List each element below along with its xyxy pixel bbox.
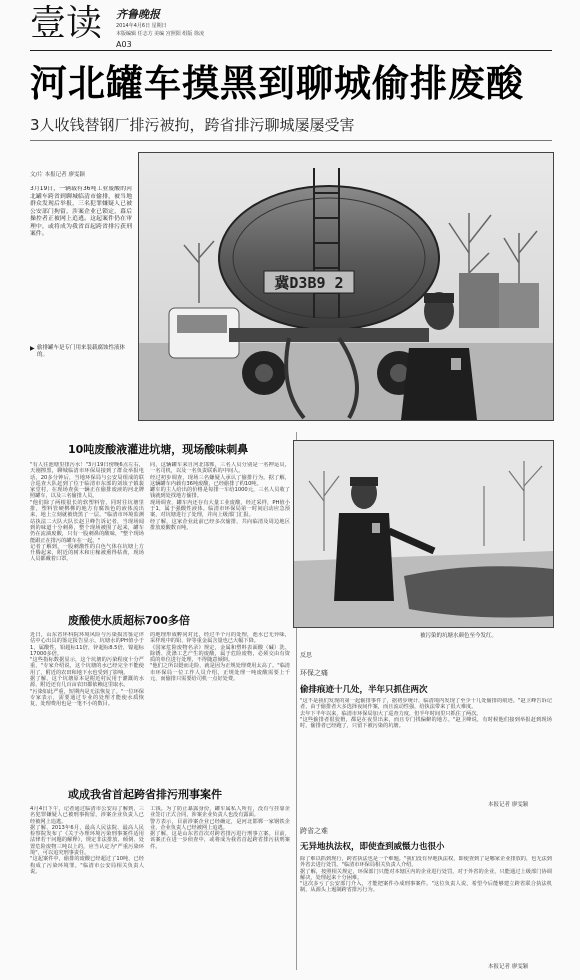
headline-rule (30, 140, 552, 141)
tanker-truck-photo (138, 152, 554, 421)
date-line: 2014年4月6日 星期日 (116, 23, 167, 29)
paper-name: 齐鲁晚报 (116, 8, 160, 21)
police-at-pond-illustration (294, 441, 553, 627)
right-body1: "这不是我们发现的第一起偷排事件了，据初步统计，临清境内发现了至少十几处偷排的痕迹。"赵卫峰告诉记者，由于偷排者大多选择夜间作案，而且流动性强，给执法带来了很大难度。 去年下半年以来，临清市环保局加大了巡查力度，但半年时间里只抓住了两次。 "这些偷排者很狡猾，都是在夜里出来，而且专门找偏僻的地方。"赵卫峰说，有时候他们接到举报赶到现场时，偷排者已经跑了，只留下被污染的坑塘。 (300, 698, 552, 730)
right-title1: 偷排痕迹十几处，半年只抓住两次 (300, 685, 428, 695)
right-title2: 无异地执法权，即使查到威慑力也很小 (300, 842, 445, 852)
kicker2: 跨省之难 (300, 827, 328, 835)
kicker1: 环保之痛 (300, 669, 328, 677)
section3-col1: 4月4日下午，记者通过临清市公安局了解到，三名犯罪嫌疑人已被刑事拘留，涉案企业负责人已经被网上追逃。 据了解，2013年6月，最高人民法院、最高人民检察院发布了《关于办理环境污染刑事案件适用法律若干问题的解释》，规定非法排放、倾倒、处置危险废物三吨以上的，应当认定为"严重污染环境"，可以追究刑事责任。 "这起案件中，偷排的废酸已经超过了10吨，已经构成了污染环境罪。"临清市公安局相关负责人说。 (30, 806, 144, 875)
section2-col1: 近日，山东省环科院环境风险与污染损害鉴定评估中心出具的鉴定报告显示，坑塘水的PH值小于1，属酸性，铅超标11倍，锌超标8.5倍，镍超标17000多倍。 "这些指标数据显示，这个坑塘的污染程度十分严重，"专家介绍说，这个坑塘的水已经完全不能使用了，附近的农田和地下水也受到了影响。 据了解，这个坑塘原本是附近村民用于灌溉的水源，附近还有几百亩农田都依赖这里取水。 "污染如此严重，短期内是无法恢复了。"一位环保专家表示，需要通过专业的处理才能使水质恢复，处理费用也是一笔不小的数目。 (30, 632, 144, 708)
right-credit1: 本报记者 廖雯颖 (488, 802, 529, 808)
byline: 文/片 本报记者 廖雯颖 (30, 172, 85, 178)
tanker-plate: 冀D3B9 2 (274, 274, 344, 292)
masthead-rule (30, 50, 552, 51)
sub-headline: 3人收钱替钢厂排污被拘，跨省排污聊城屡屡受害 (30, 116, 355, 134)
right-credit2: 本报记者 廖雯颖 (488, 964, 529, 970)
section1-col2: 同，这辆罐车来自河北邯郸，三名人员分别是一名押运员，一名司机，以及一名负责联系的中间人。 经过初步调查，现场三名嫌疑人承认了偷排行为。据了解，这辆罐车内载有36吨废酸，已经偷排了约10吨。 罐车的主人给出的价格是每排一车给1000元，三名人员收了钱就到处找地方偷排。 现场调查，罐车内还存有大量工业废酸，经过采样，PH值小于1，属于强酸性液体。临清市环保局第一时间启动应急预案，对坑塘进行了处理，并向上级部门汇报。 经了解，这家企业此前已经多次偷排，共向临清及周边地区排放废酸数百吨。 (150, 462, 290, 531)
section1-col1: "有人往池塘里排污水！"3月19日傍晚6点左右，天刚擦黑，聊城临清市环保局接到了群众举报电话，20多分钟后，当地环保局与公安局组成的联合巡查大队赶到了位于临清市东部的刘垓子镇裴家堂村，在现场查获一辆正在偷排废液的河北牌照罐车，以及三名偷排人员。 "他们除了两根很长的软塑料管，同时往坑塘里排，塑料管硬梆梆的地方有腐蚀色的液体流出来，地上立刻就被烧黑了一层。"临清市环境监测站执法二大队大队长赵卫峰告诉记者，当现场闻到的味道十分刺鼻，整个现场被围了起来，罐车仍在流淌废酸，只有一股刺鼻的酸味，"整个现场能跟正在排污的罐车在一起。" 记者了解到，一股刺激性的白色气体在坑塘上方升腾起来，附近的树木和庄稼被熏得枯黄，现场人员都戴着口罩。 (30, 462, 144, 563)
photo1-caption: 偷排罐车是专门用来装载腐蚀性液体的。 (37, 345, 126, 358)
reflection-label: 反思 (300, 652, 313, 659)
right-body2: 除了难以抓到现行，跨省执法也是一个难题。"我们没有异地执法权，即使查到了是哪家企业排放的，也无法到外省去进行处罚。"临清市环保局相关负责人介绍。 据了解，按照相关规定，环保部门只能对本辖区内的企业进行处罚，对于外省的企业，只能通过上级部门协调解决，处理起来十分困难。 "这次多亏了公安部门介入，才能把案件办成刑事案件。"这位负责人说，希望今后能够建立跨省联合执法机制，从源头上遏制跨省排污行为。 (300, 856, 552, 894)
photo1-caption-arrow: ▶ (30, 345, 35, 352)
section-name: 壹读 (30, 3, 103, 44)
section1-title: 10吨废酸液灌进坑塘，现场酸味刺鼻 (68, 443, 249, 456)
tanker-truck-illustration (139, 153, 553, 420)
section3-title: 或成我省首起跨省排污刑事案件 (68, 788, 222, 801)
photo2-caption: 被污染的坑塘水颜色至今发红。 (420, 633, 498, 639)
section3-col2: 工钱。为了防止暴露身份，罐车属私人所有，没有与挂靠企业签订正式合同，涉案企业负责人也没有露面。 警方表示，目前涉案企业已经确定，是河北邯郸一家钢铁企业，企业负责人已经被网上追逃。 据了解，这是山东省首次对跨省排污进行刑事立案。目前，该案正在进一步侦查中，或将成为我省首起跨省排污获刑案件。 (150, 806, 290, 850)
main-headline: 河北罐车摸黑到聊城偷排废酸 (30, 62, 524, 105)
section2-col2: 的地理形成孵同对比，经过半个月的处理，池水已无异味，采样现中的铅、锌等重金属含量也已大幅下降。 《国家危险废物名录》规定，金属和塑料表面酸（碱）洗、除锈、洗涤工艺产生的废酸，属于危险废物，必须交由有资质的单位进行处理，不得随意倾倒。 "他们之所以铤而走险，就是因为正规处理费用太高了。"临清市环保局一位工作人员介绍，正规处理一吨废酸需要上千元，而偷排只需要给司机一点好处费。 (150, 632, 290, 683)
page-code: A03 (116, 40, 132, 49)
polluted-pond-photo (293, 440, 554, 628)
section2-title: 废酸使水质超标700多倍 (68, 614, 190, 627)
editor-line: 本版编辑 任志方 美编 宫照阳 组版 徐凌 (116, 31, 204, 37)
lead-paragraph: 3月19日，一辆载有36吨工业废酸的河北罐车跨省到聊城临清市偷排，被当地群众发现后举报，三名犯罪嫌疑人已被公安部门拘留，涉案企业已锁定，幕后操控者正被网上追逃。这起案件仍在审理中，或将成为我省首起跨省排污获刑案件。 (30, 186, 132, 237)
